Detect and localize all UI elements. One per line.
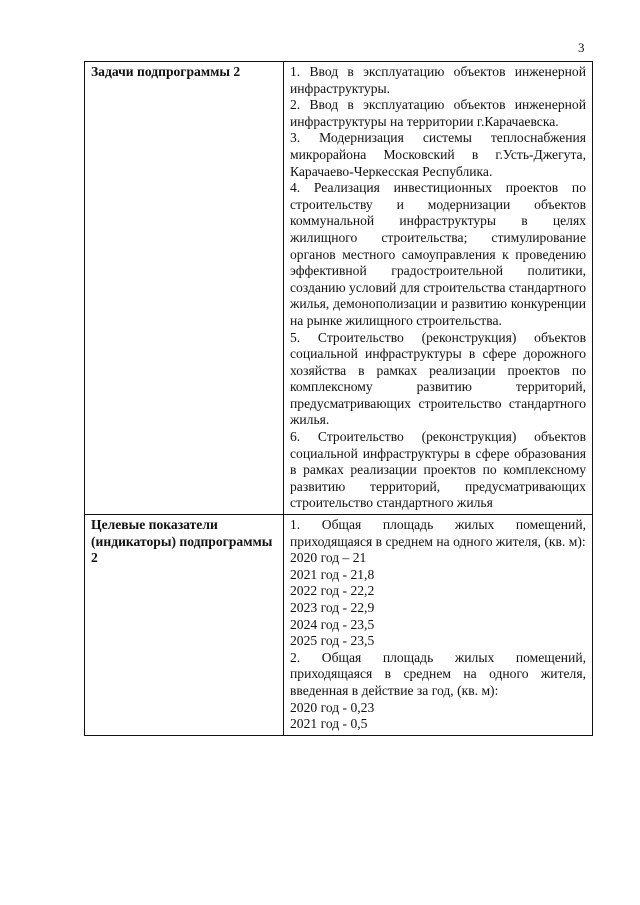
task-item: 5. Строительство (реконструкция) объектов социальной инфраструктуры в сфере дорожного хозяйства в рамках реализации проектов по комплексному развитию территорий, предусматривающих строительство стандартного жилья.: [290, 329, 586, 428]
task-item: 3. Модернизация системы теплоснабжения микрорайона Московский в г.Усть-Джегута, Карачаево-Черкесская Республика.: [290, 130, 586, 179]
table-row: [85, 515, 593, 736]
task-item: 6. Строительство (реконструкция) объектов социальной инфраструктуры в сфере образования в рамках реализации проектов по комплексному развитию территорий, предусматривающих строительство стандартного жилья: [290, 429, 586, 511]
indicator-value: 2023 год - 22,9: [290, 600, 375, 615]
page-number: 3: [578, 40, 585, 55]
indicator-item: 1. Общая площадь жилых помещений, приходящаяся в среднем на одного жителя, (кв. м):: [290, 517, 586, 549]
row-content-indicators: [284, 515, 593, 736]
indicator-value: 2024 год - 23,5: [290, 616, 375, 632]
task-item: 2. Ввод в эксплуатацию объектов инженерной инфраструктуры на территории г.Карачаевска.: [290, 97, 586, 129]
indicator-value: 2021 год - 0,5: [290, 716, 368, 732]
table-row: [85, 62, 593, 515]
row-label-tasks: Задачи подпрограммы 2: [85, 62, 284, 515]
indicator-value: 2021 год - 21,8: [290, 566, 375, 582]
task-item: 4. Реализация инвестиционных проектов по строительству и модернизации объектов коммунальной инфраструктуры в целях жилищного строительства; стимулирование органов местного самоуправления к проведению эффективной градостроительной политики, созданию условий для строительства стандартного жилья, демонополизации и развитию конкуренции на рынке жилищного строительства.: [290, 180, 586, 328]
task-item: 1. Ввод в эксплуатацию объектов инженерной инфраструктуры.: [290, 64, 586, 96]
indicator-value: 2025 год - 23,5: [290, 633, 375, 649]
indicator-item: 2. Общая площадь жилых помещений, приходящаяся в среднем на одного жителя, введенная в действие за год, (кв. м):: [290, 649, 586, 698]
subprogram-passport-table: [84, 61, 593, 736]
row-content-tasks: [284, 62, 593, 515]
indicator-value: 2022 год - 22,2: [290, 583, 375, 599]
indicator-value: 2020 год – 21: [290, 550, 367, 566]
indicator-value: 2020 год - 0,23: [290, 699, 375, 715]
row-label-indicators: Целевые показатели (индикаторы) подпрограммы 2: [85, 515, 284, 736]
